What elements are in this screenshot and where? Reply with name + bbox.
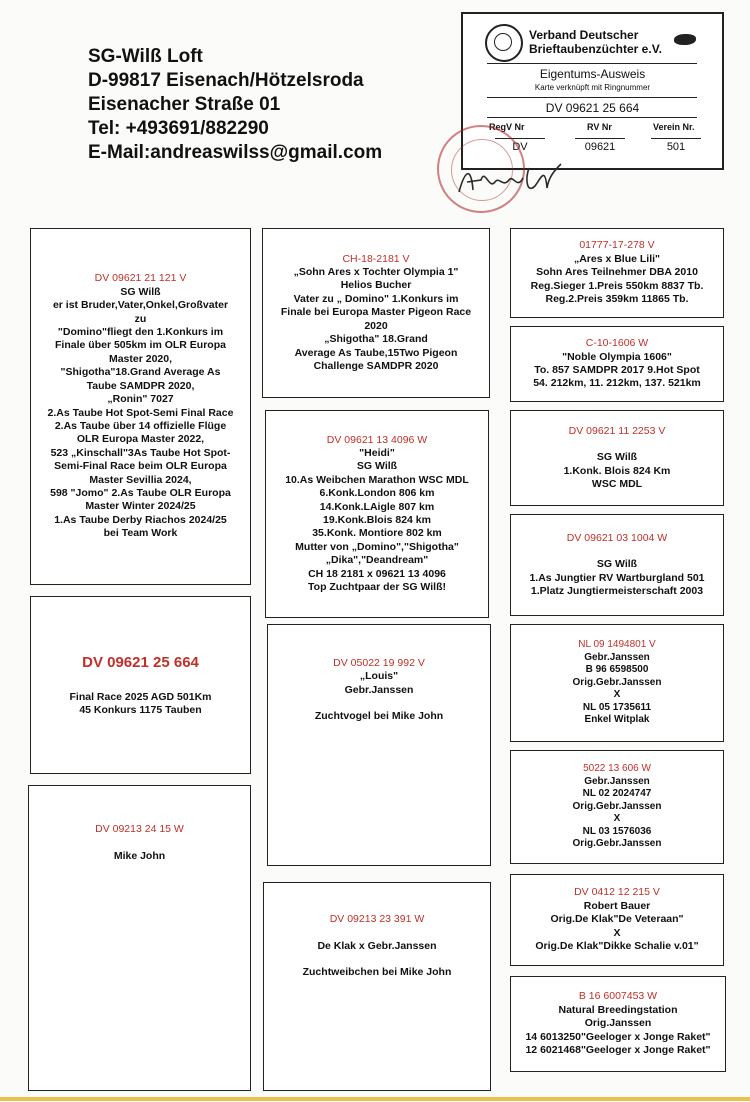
loft-street: Eisenacher Straße 01 bbox=[88, 94, 281, 115]
ring-number: NL 09 1494801 V bbox=[578, 638, 656, 650]
loft-city: D-99817 Eisenach/Hötzelsroda bbox=[88, 70, 364, 91]
pedigree-box-subject: DV 09621 25 664 Final Race 2025 AGD 501Km 45 Konkurs 1175 Tauben bbox=[30, 596, 251, 774]
pedigree-box-ggd2: DV 09621 03 1004 W SG Wilß 1.As Jungtier RV Wartburgland 501 1.Platz Jungtiermeisterschaft 2003 bbox=[510, 514, 724, 616]
card-label-regv: RegV Nr bbox=[489, 122, 525, 132]
card-org: Verband Deutscher Brieftaubenzüchter e.V. bbox=[529, 28, 662, 56]
card-value-verein: 501 bbox=[651, 138, 701, 153]
card-title: Eigentums-Ausweis bbox=[539, 67, 646, 81]
ring-number: CH-18-2181 V bbox=[342, 252, 410, 265]
pedigree-box-granddam-dam: DV 09213 23 391 W De Klak x Gebr.Janssen Zuchtweibchen bei Mike John bbox=[263, 882, 491, 1091]
ring-number: B 16 6007453 W bbox=[578, 990, 658, 1003]
pedigree-box-ggd4: B 16 6007453 W Natural Breedingstation Orig.Janssen 14 6013250"Geeloger x Jonge Raket" 12 6021468"Geeloger x Jonge Raket" bbox=[510, 976, 726, 1072]
card-subtitle: Karte verknüpft mit Ringnummer bbox=[534, 83, 651, 92]
ring-number: DV 09621 13 4096 W bbox=[326, 433, 428, 446]
pedigree-box-ggs2: DV 09621 11 2253 V SG Wilß 1.Konk. Blois 824 Km WSC MDL bbox=[510, 410, 724, 506]
card-value-rv: 09621 bbox=[575, 138, 625, 153]
bottom-divider bbox=[0, 1097, 750, 1101]
ring-number: DV 0412 12 215 V bbox=[574, 886, 660, 899]
loft-email: E-Mail:andreaswilss@gmail.com bbox=[88, 142, 383, 163]
pedigree-box-grandsire-dam: DV 05022 19 992 V „Louis" Gebr.Janssen Zuchtvogel bei Mike John bbox=[267, 624, 491, 866]
vdb-logo-icon bbox=[485, 24, 523, 62]
pigeon-icon bbox=[674, 34, 696, 45]
ring-number: DV 09213 24 15 W bbox=[95, 823, 184, 836]
card-ring-number: DV 09621 25 664 bbox=[545, 101, 640, 115]
signature-icon bbox=[455, 160, 565, 200]
pedigree-box-ggs4: DV 0412 12 215 V Robert Bauer Orig.De Klak"De Veteraan" X Orig.De Klak"Dikke Schalie v.01" bbox=[510, 874, 724, 966]
card-label-rv: RV Nr bbox=[587, 122, 612, 132]
pedigree-box-dam: DV 09213 24 15 W Mike John bbox=[28, 785, 251, 1091]
pedigree-box-ggd1: C-10-1606 W "Noble Olympia 1606" To. 857 SAMDPR 2017 9.Hot Spot 54. 212km, 11. 212km, 137. 521km bbox=[510, 326, 724, 402]
ring-number: DV 09621 11 2253 V bbox=[568, 424, 666, 437]
pedigree-box-ggs3: NL 09 1494801 V Gebr.Janssen B 96 6598500 Orig.Gebr.Janssen X NL 05 1735611 Enkel Witplak bbox=[510, 624, 724, 742]
pedigree-box-ggd3: 5022 13 606 W Gebr.Janssen NL 02 2024747 Orig.Gebr.Janssen X NL 03 1576036 Orig.Gebr.Janssen bbox=[510, 750, 724, 864]
pedigree-box-sire: DV 09621 21 121 V SG Wilß er ist Bruder,Vater,Onkel,Großvater zu "Domino"fliegt den 1.Konkurs im Finale über 505km im OLR Europa Master 2020, "Shigotha"18.Grand Average As Taube SAMDPR 2020, „Ronin" 7027 2.As Taube Hot Spot-Semi Final Race 2.As Taube über 14 offizielle Flüge OLR Europa Master 2022, 523 „Kinschall"3As Taube Hot Spot- Semi-Final Race beim OLR Europa Master Sevillia 2024, 598 "Jomo" 2.As Taube OLR Europa Master Winter 2024/25 1.As Taube Derby Riachos 2024/25 bei Team Work bbox=[30, 228, 251, 585]
card-label-verein: Verein Nr. bbox=[653, 122, 695, 132]
loft-phone: Tel: +493691/882290 bbox=[88, 118, 269, 139]
pedigree-box-granddam: DV 09621 13 4096 W "Heidi" SG Wilß 10.As Weibchen Marathon WSC MDL 6.Konk.London 806 km 14.Konk.LAigle 807 km 19.Konk.Blois 824 km 35.Konk. Montiore 802 km Mutter von „Domino","Shigotha" „Dika","Deandream" CH 18 2181 x 09621 13 4096 Top Zuchtpaar der SG Wilß! bbox=[265, 410, 489, 618]
ring-number: C-10-1606 W bbox=[585, 337, 649, 350]
loft-name: SG-Wilß Loft bbox=[88, 46, 203, 67]
card-value-regv: DV bbox=[495, 138, 545, 153]
ring-number: DV 09213 23 391 W bbox=[329, 913, 425, 926]
ring-number: DV 05022 19 992 V bbox=[333, 656, 425, 669]
loft-address bbox=[88, 45, 382, 165]
ring-number: 5022 13 606 W bbox=[583, 762, 651, 774]
pedigree-box-ggs1: 01777-17-278 V „Ares x Blue Lili" Sohn Ares Teilnehmer DBA 2010 Reg.Sieger 1.Preis 550km 8837 Tb. Reg.2.Preis 359km 11865 Tb. bbox=[510, 228, 724, 318]
ring-number: DV 09621 21 121 V bbox=[94, 272, 187, 285]
ring-number: 01777-17-278 V bbox=[579, 239, 655, 252]
subject-ring-number: DV 09621 25 664 bbox=[82, 653, 199, 671]
pedigree-box-grandsire: CH-18-2181 V „Sohn Ares x Tochter Olympia 1" Helios Bucher Vater zu „ Domino" 1.Konkurs im Finale bei Europa Master Pigeon Race 2020 „Shigotha" 18.Grand Average As Taube,15Two Pigeon Challenge SAMDPR 2020 bbox=[262, 228, 490, 398]
ring-number: DV 09621 03 1004 W bbox=[566, 531, 668, 544]
